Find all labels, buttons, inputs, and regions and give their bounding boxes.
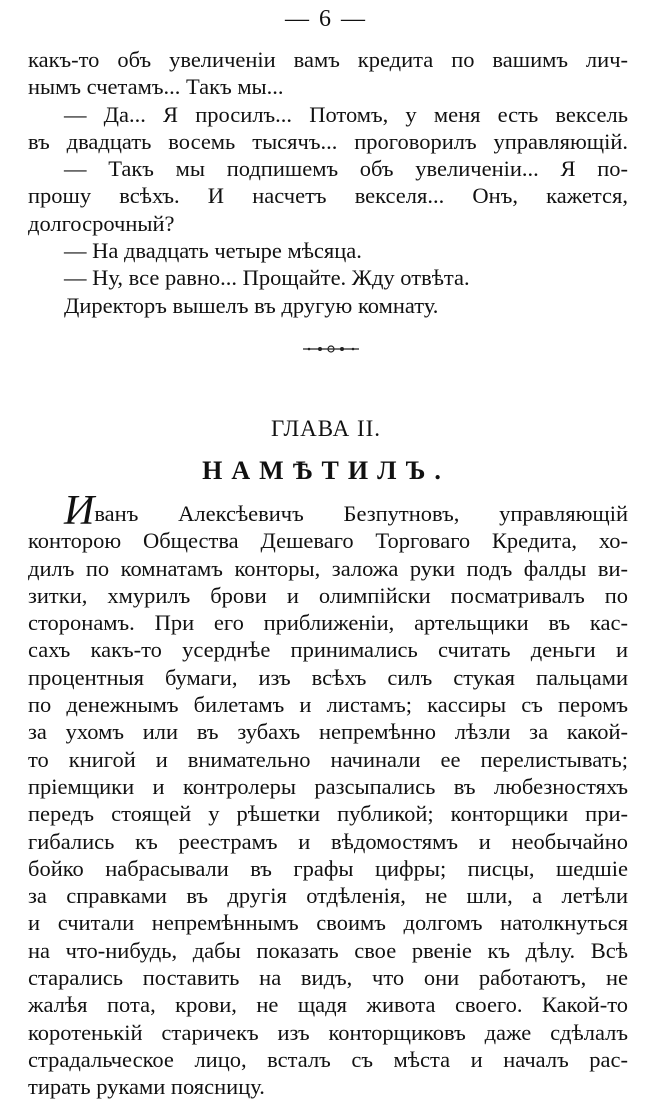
text-line: страдальческое лицо, всталъ съ мѣста и началъ рас- <box>28 1046 628 1072</box>
text-line: за ухомъ или въ зубахъ непремѣнно лѣзли за какой- <box>28 719 628 745</box>
text-line: долгосрочный? <box>28 210 175 236</box>
text-line: прошу всѣхъ. И насчетъ векселя... Онъ, кажется, <box>28 183 628 209</box>
text-line: передъ стоящей у рѣшетки публикой; конторщики при- <box>28 801 628 827</box>
text-line: и считали непремѣннымъ своимъ долгомъ натолкнуться <box>28 910 628 936</box>
page-number: — 6 — <box>285 6 367 32</box>
text-line: за справками въ другія отдѣленія, не шли, а летѣли <box>28 883 628 909</box>
ornament-divider <box>301 343 361 355</box>
drop-cap: И <box>64 488 95 534</box>
text-block-main <box>28 488 628 1101</box>
chapter-title: НАМѢТИЛЪ. <box>202 456 450 485</box>
text-line: коротенькій старичекъ изъ конторщиковъ даже сдѣлалъ <box>28 1019 628 1045</box>
text-line: — Такъ мы подпишемъ объ увеличеніи... Я по- <box>64 156 628 182</box>
text-line: въ двадцать восемь тысячъ... проговорилъ управляющій. <box>28 128 628 154</box>
text-line: какъ-то объ увеличеніи вамъ кредита по вашимъ лич- <box>28 47 628 72</box>
text-line: гибались къ реестрамъ и вѣдомостямъ и необычайно <box>28 828 628 854</box>
text-line: сторонамъ. При его приближеніи, артельщики въ кас- <box>28 610 628 636</box>
text-line: нымъ счетамъ... Такъ мы... <box>28 74 284 100</box>
text-line: сахъ какъ-то усерднѣе принимались считать деньги и <box>28 637 628 663</box>
text-line: процентныя бумаги, изъ всѣхъ силъ стукая пальцами <box>28 664 628 690</box>
text-line: бойко набрасывали въ графы цифры; писцы, шедшіе <box>28 855 628 881</box>
text-line: то книгой и внимательно начинали ее перелистывать; <box>28 746 628 772</box>
text-line: — На двадцать четыре мѣсяца. <box>64 238 362 264</box>
text-line: зитки, хмурилъ брови и олимпійски посматривалъ по <box>28 582 628 608</box>
text-line: пріемщики и контролеры разсыпались въ любезностяхъ <box>28 773 628 799</box>
text-line: — Ну, все равно... Прощайте. Жду отвѣта. <box>64 265 470 291</box>
first-line-text: ванъ Алексѣевичъ Безпутновъ, управляющій <box>94 501 628 526</box>
text-block-top <box>28 46 628 319</box>
text-line: — Да... Я просилъ... Потомъ, у меня есть вексель <box>64 101 628 127</box>
text-line: Директоръ вышелъ въ другую комнату. <box>64 292 439 318</box>
text-line: тирать руками поясницу. <box>28 1074 265 1100</box>
text-line: дилъ по комнатамъ конторы, заложа руки подъ фалды ви- <box>28 555 628 581</box>
chapter-number: ГЛАВА II. <box>270 416 382 441</box>
text-line: жалѣя пота, крови, не щадя живота своего. Какой-то <box>28 992 628 1018</box>
first-line <box>28 488 628 534</box>
text-line: по денежнымъ билетамъ и листамъ; кассиры съ перомъ <box>28 692 628 718</box>
text-line: на что-нибудь, дабы показать свое рвеніе къ дѣлу. Всѣ <box>28 937 628 963</box>
text-line: старались поставить на видъ, что они работаютъ, не <box>28 965 628 991</box>
text-line: конторою Общества Дешеваго Торговаго Кредита, хо- <box>28 528 628 554</box>
